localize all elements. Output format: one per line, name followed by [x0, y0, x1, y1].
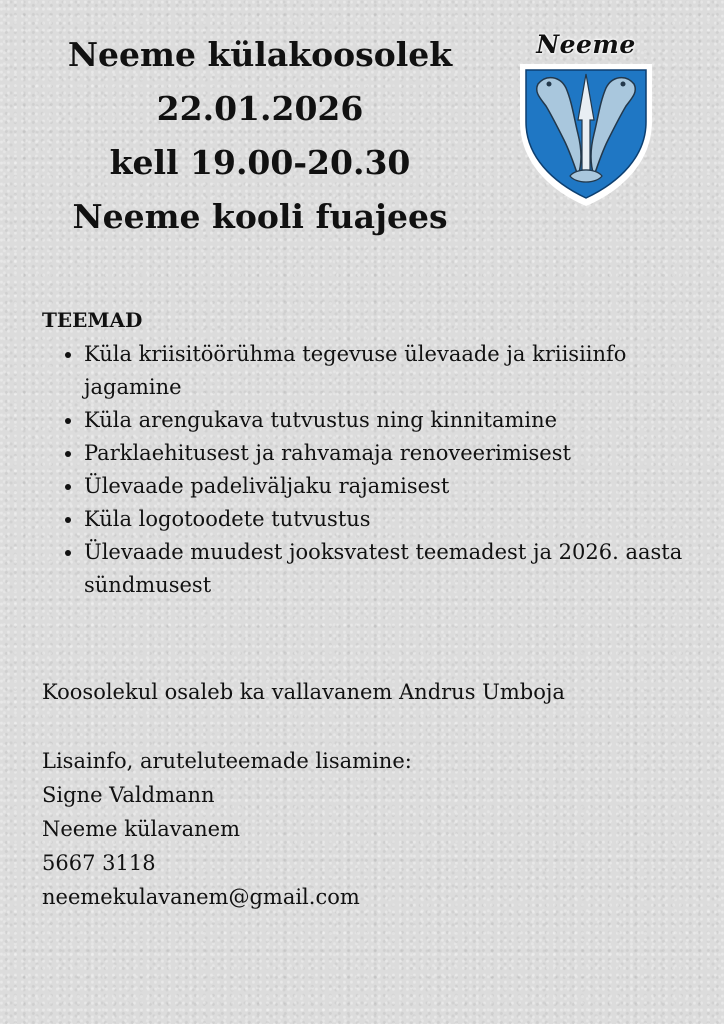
topic-item: • Parklaehitusest ja rahvamaja renoveerimisest — [84, 437, 704, 470]
topic-item: • Küla kriisitöörühma tegevuse ülevaade ja kriisiinfo jagamine — [84, 338, 704, 404]
event-date: 22.01.2026 — [156, 89, 364, 128]
event-header — [40, 28, 480, 244]
contact-block — [42, 744, 412, 914]
topics-list — [42, 338, 704, 602]
topics-heading: TEEMAD — [42, 308, 143, 332]
topic-item: • Ülevaade muudest jooksvatest teemadest ja 2026. aasta sündmusest — [84, 536, 704, 602]
contact-role: Neeme külavanem — [42, 817, 240, 841]
coat-of-arms-icon — [516, 60, 656, 210]
logo-wordmark: Neeme — [536, 30, 636, 59]
topic-item: • Küla arengukava tutvustus ning kinnitamine — [84, 404, 704, 437]
contact-name: Signe Valdmann — [42, 783, 215, 807]
contact-email: neemekulavanem@gmail.com — [42, 885, 360, 909]
contact-intro: Lisainfo, aruteluteemade lisamine: — [42, 749, 412, 773]
attendance-note: Koosolekul osaleb ka vallavanem Andrus Umboja — [42, 680, 565, 704]
event-title: Neeme külakoosolek — [67, 35, 453, 74]
village-logo — [516, 30, 656, 210]
event-time: kell 19.00-20.30 — [109, 143, 411, 182]
contact-phone: 5667 3118 — [42, 851, 156, 875]
event-location: Neeme kooli fuajees — [72, 197, 448, 236]
topic-item: • Ülevaade padeliväljaku rajamisest — [84, 470, 704, 503]
topic-item: • Küla logotoodete tutvustus — [84, 503, 704, 536]
